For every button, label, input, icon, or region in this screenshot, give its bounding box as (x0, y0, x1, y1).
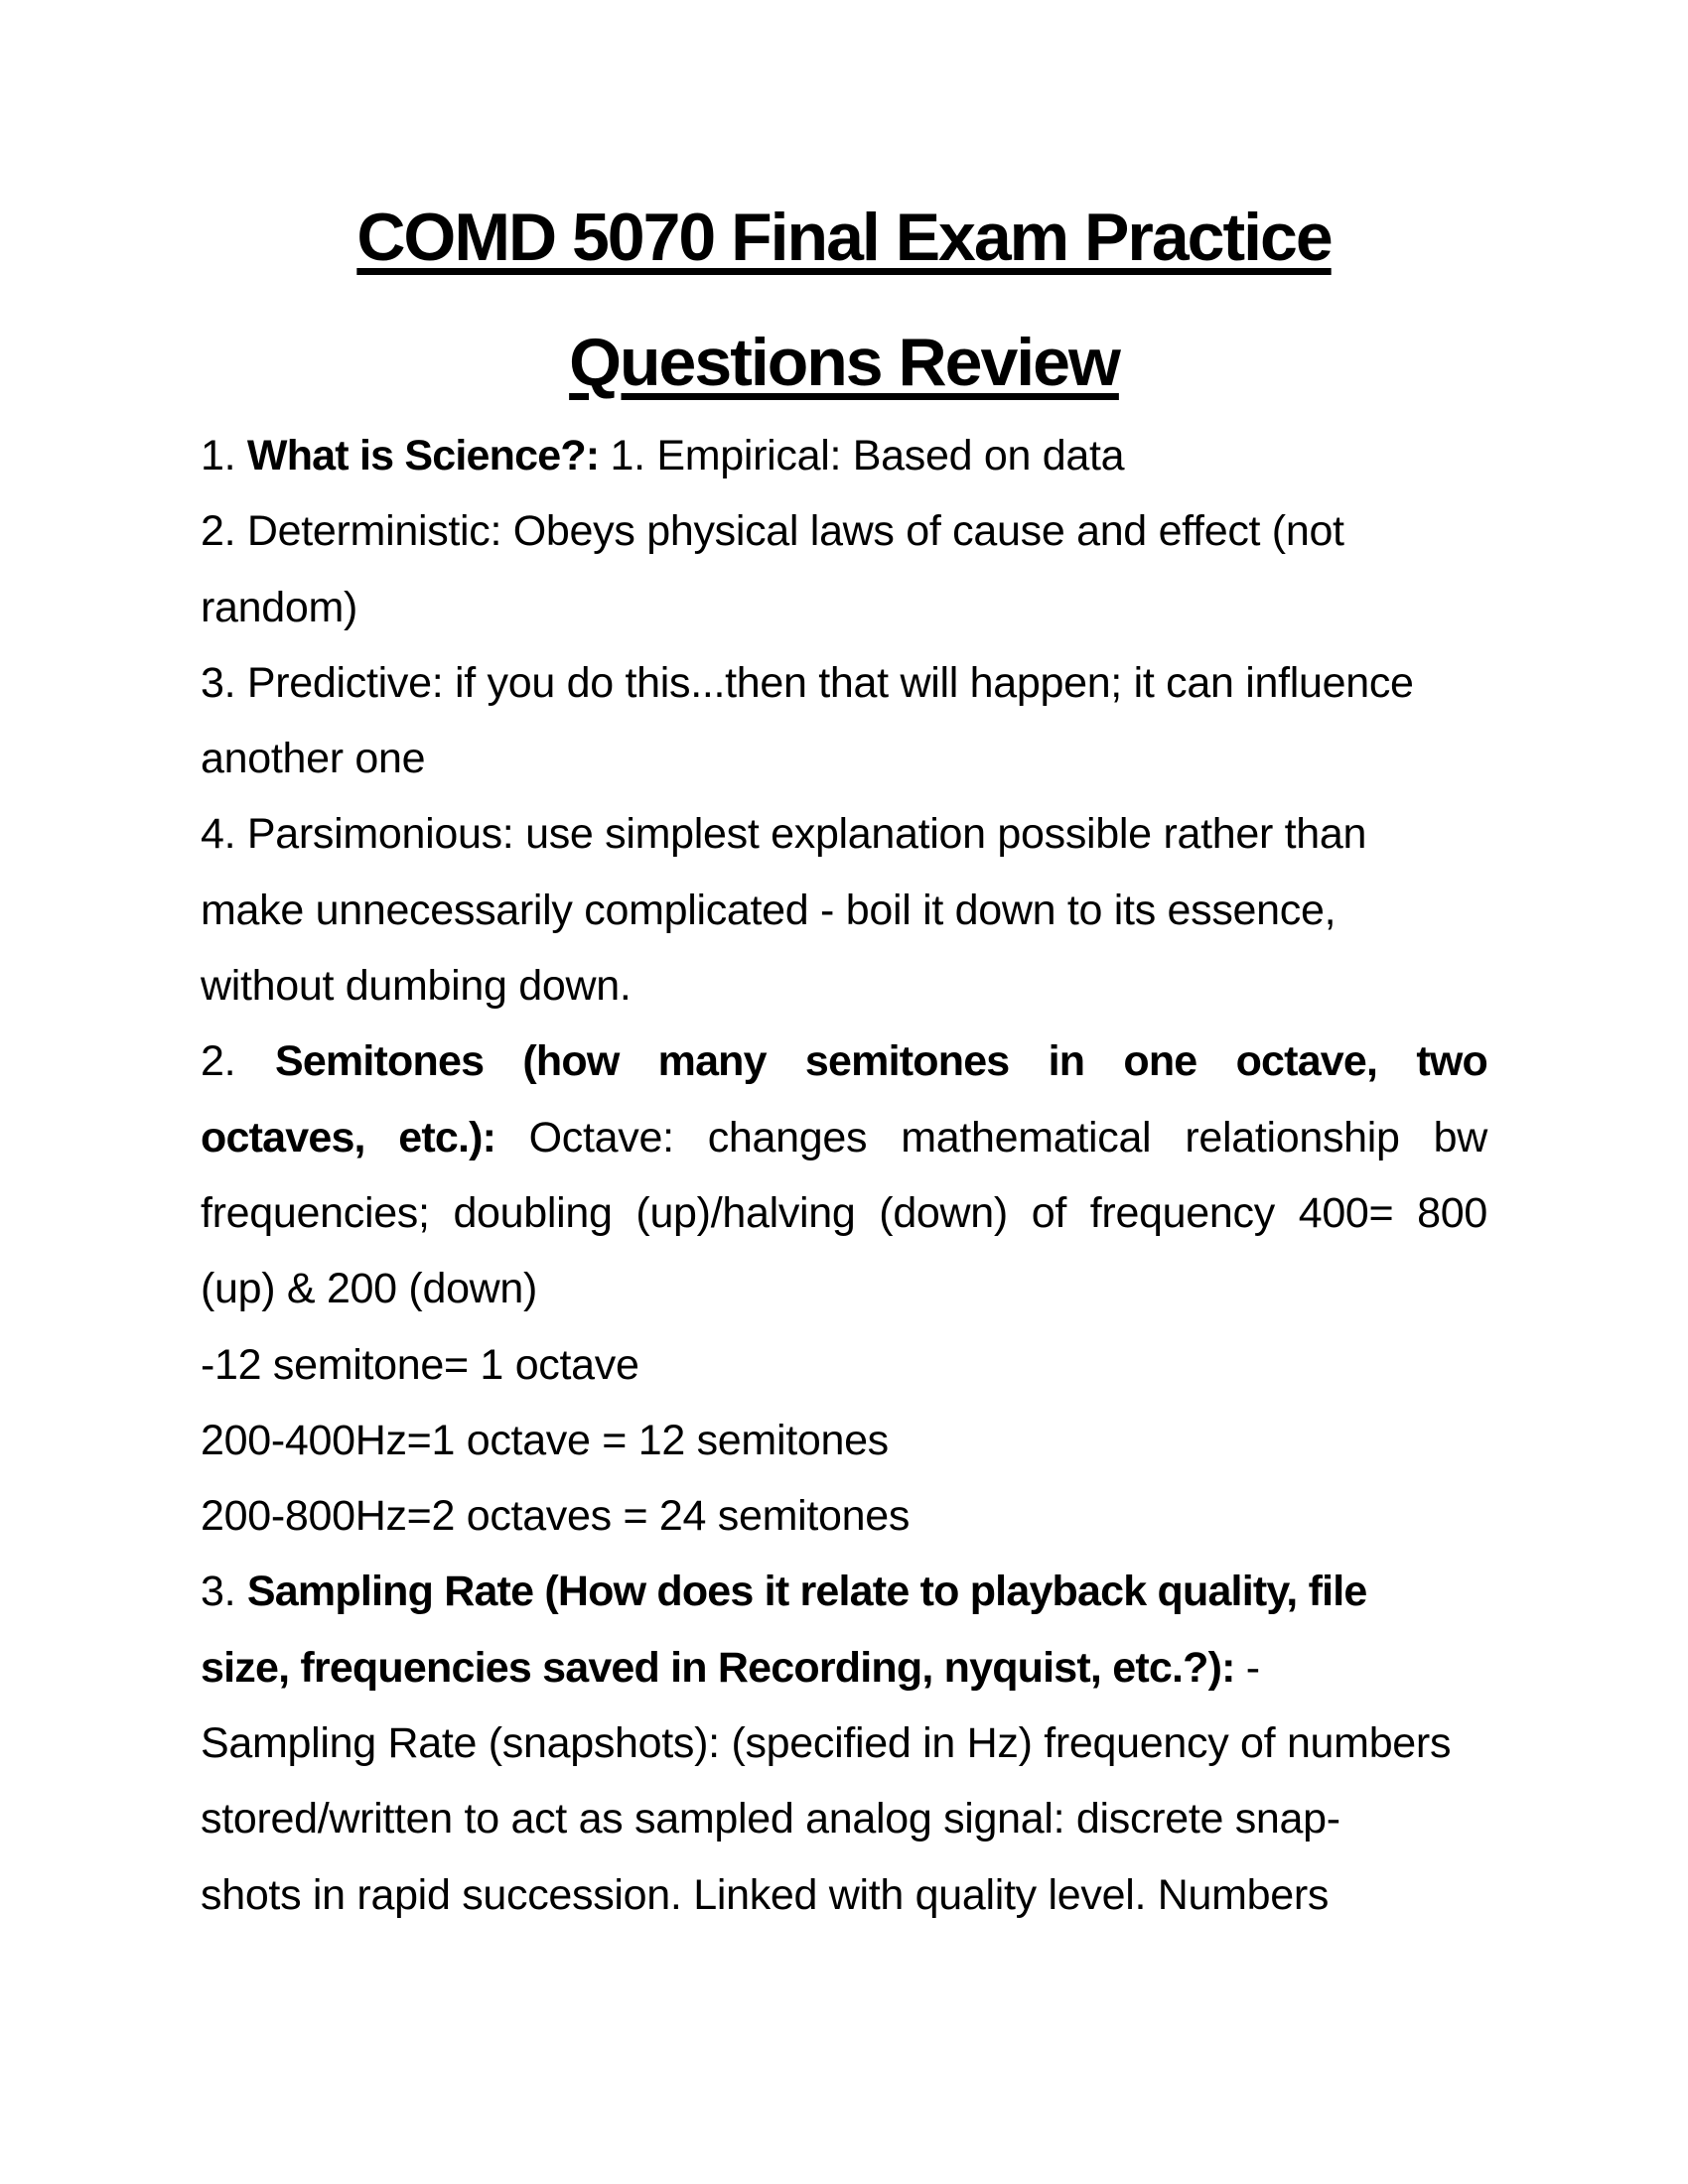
text-line (201, 1478, 1487, 1554)
text-segment: Sampling Rate (snapshots): (specified in Hz) frequency of numbers (201, 1719, 1452, 1768)
text-segment: 200-400Hz=1 octave = 12 semitones (201, 1416, 889, 1464)
text-segment: size, frequencies saved in Recording, nyquist, etc.?): (201, 1643, 1246, 1692)
text-line (201, 1024, 1487, 1099)
text-segment: What is Science?: (246, 432, 611, 479)
text-segment: 1. Empirical: Based on data (610, 432, 1125, 479)
text-line (201, 1630, 1487, 1706)
text-segment: 3. (201, 1568, 247, 1616)
text-segment: random) (201, 583, 358, 631)
text-segment: (up) & 200 (down) (201, 1265, 538, 1313)
document-body (201, 418, 1487, 1933)
text-segment: Sampling Rate (How does it relate to playback quality, file (246, 1568, 1367, 1616)
text-line (201, 873, 1487, 948)
page-title-line-2: Questions Review (569, 325, 1119, 400)
text-segment: without dumbing down. (201, 962, 632, 1011)
text-line (201, 570, 1487, 645)
text-line (201, 1403, 1487, 1478)
text-segment: Octave: changes mathematical relationship bw (528, 1113, 1487, 1161)
text-segment: 200-800Hz=2 octaves = 24 semitones (201, 1492, 911, 1541)
text-segment: - (1245, 1643, 1260, 1692)
text-segment: make unnecessarily complicated - boil it down to its essence, (201, 886, 1336, 934)
text-segment: Semitones (how many semitones in one octave, two (274, 1037, 1487, 1086)
text-line (201, 721, 1487, 796)
text-line (201, 1857, 1487, 1933)
text-segment: 4. Parsimonious: use simplest explanation possible rather than (201, 810, 1367, 859)
text-segment: frequencies; doubling (up)/halving (down) of frequency 400= 800 (201, 1188, 1487, 1237)
text-line (201, 418, 1487, 493)
page-title-line-1: COMD 5070 Final Exam Practice (356, 200, 1332, 275)
text-segment: 3. Predictive: if you do this...then that will happen; it can influence (201, 658, 1414, 707)
text-segment: 2. (201, 1037, 275, 1086)
text-segment: shots in rapid succession. Linked with quality level. Numbers (201, 1870, 1330, 1919)
text-segment: 1. (201, 432, 247, 479)
text-line (201, 1706, 1487, 1781)
text-line (201, 1327, 1487, 1403)
text-line (201, 948, 1487, 1024)
text-line (201, 645, 1487, 721)
text-line (201, 1781, 1487, 1856)
text-segment: octaves, etc.): (201, 1113, 529, 1161)
text-line (201, 796, 1487, 872)
text-segment: -12 semitone= 1 octave (201, 1340, 639, 1389)
text-line (201, 1251, 1487, 1326)
text-segment: 2. Deterministic: Obeys physical laws of cause and effect (not (201, 507, 1344, 556)
text-line (201, 1175, 1487, 1251)
text-line (201, 493, 1487, 569)
text-line (201, 1100, 1487, 1175)
text-segment: stored/written to act as sampled analog signal: discrete snap- (201, 1795, 1340, 1843)
text-line (201, 1554, 1487, 1629)
text-segment: another one (201, 735, 426, 783)
